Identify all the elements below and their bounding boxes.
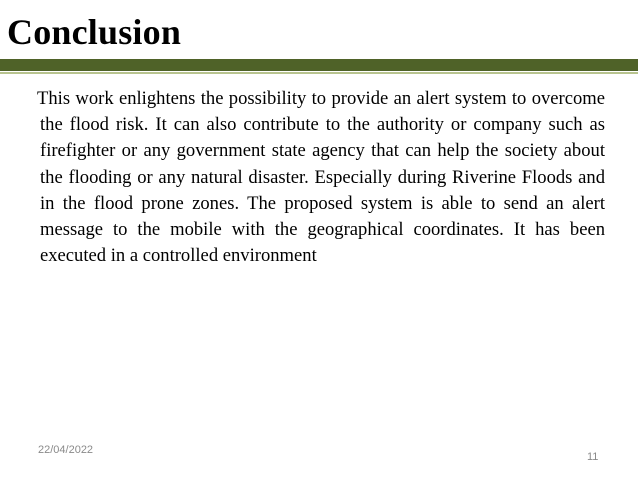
footer-date: 22/04/2022 — [38, 444, 94, 456]
title-divider-line — [0, 72, 638, 74]
slide-number: 11 — [587, 451, 599, 463]
title-divider-bar — [0, 59, 638, 71]
slide-body-text: This work enlightens the possibility to provide an alert system to overcome the flood risk. It can also contribute to the authority or company such as firefighter or any government state agency that can help the society about the flooding or any natural disaster. Especially during Riverine Floods and in the flood prone zones. The proposed system is able to send an alert message to the mobile with the geographical coordinates. It has been executed in a controlled environment — [37, 88, 605, 267]
slide-title: Conclusion — [7, 12, 182, 52]
